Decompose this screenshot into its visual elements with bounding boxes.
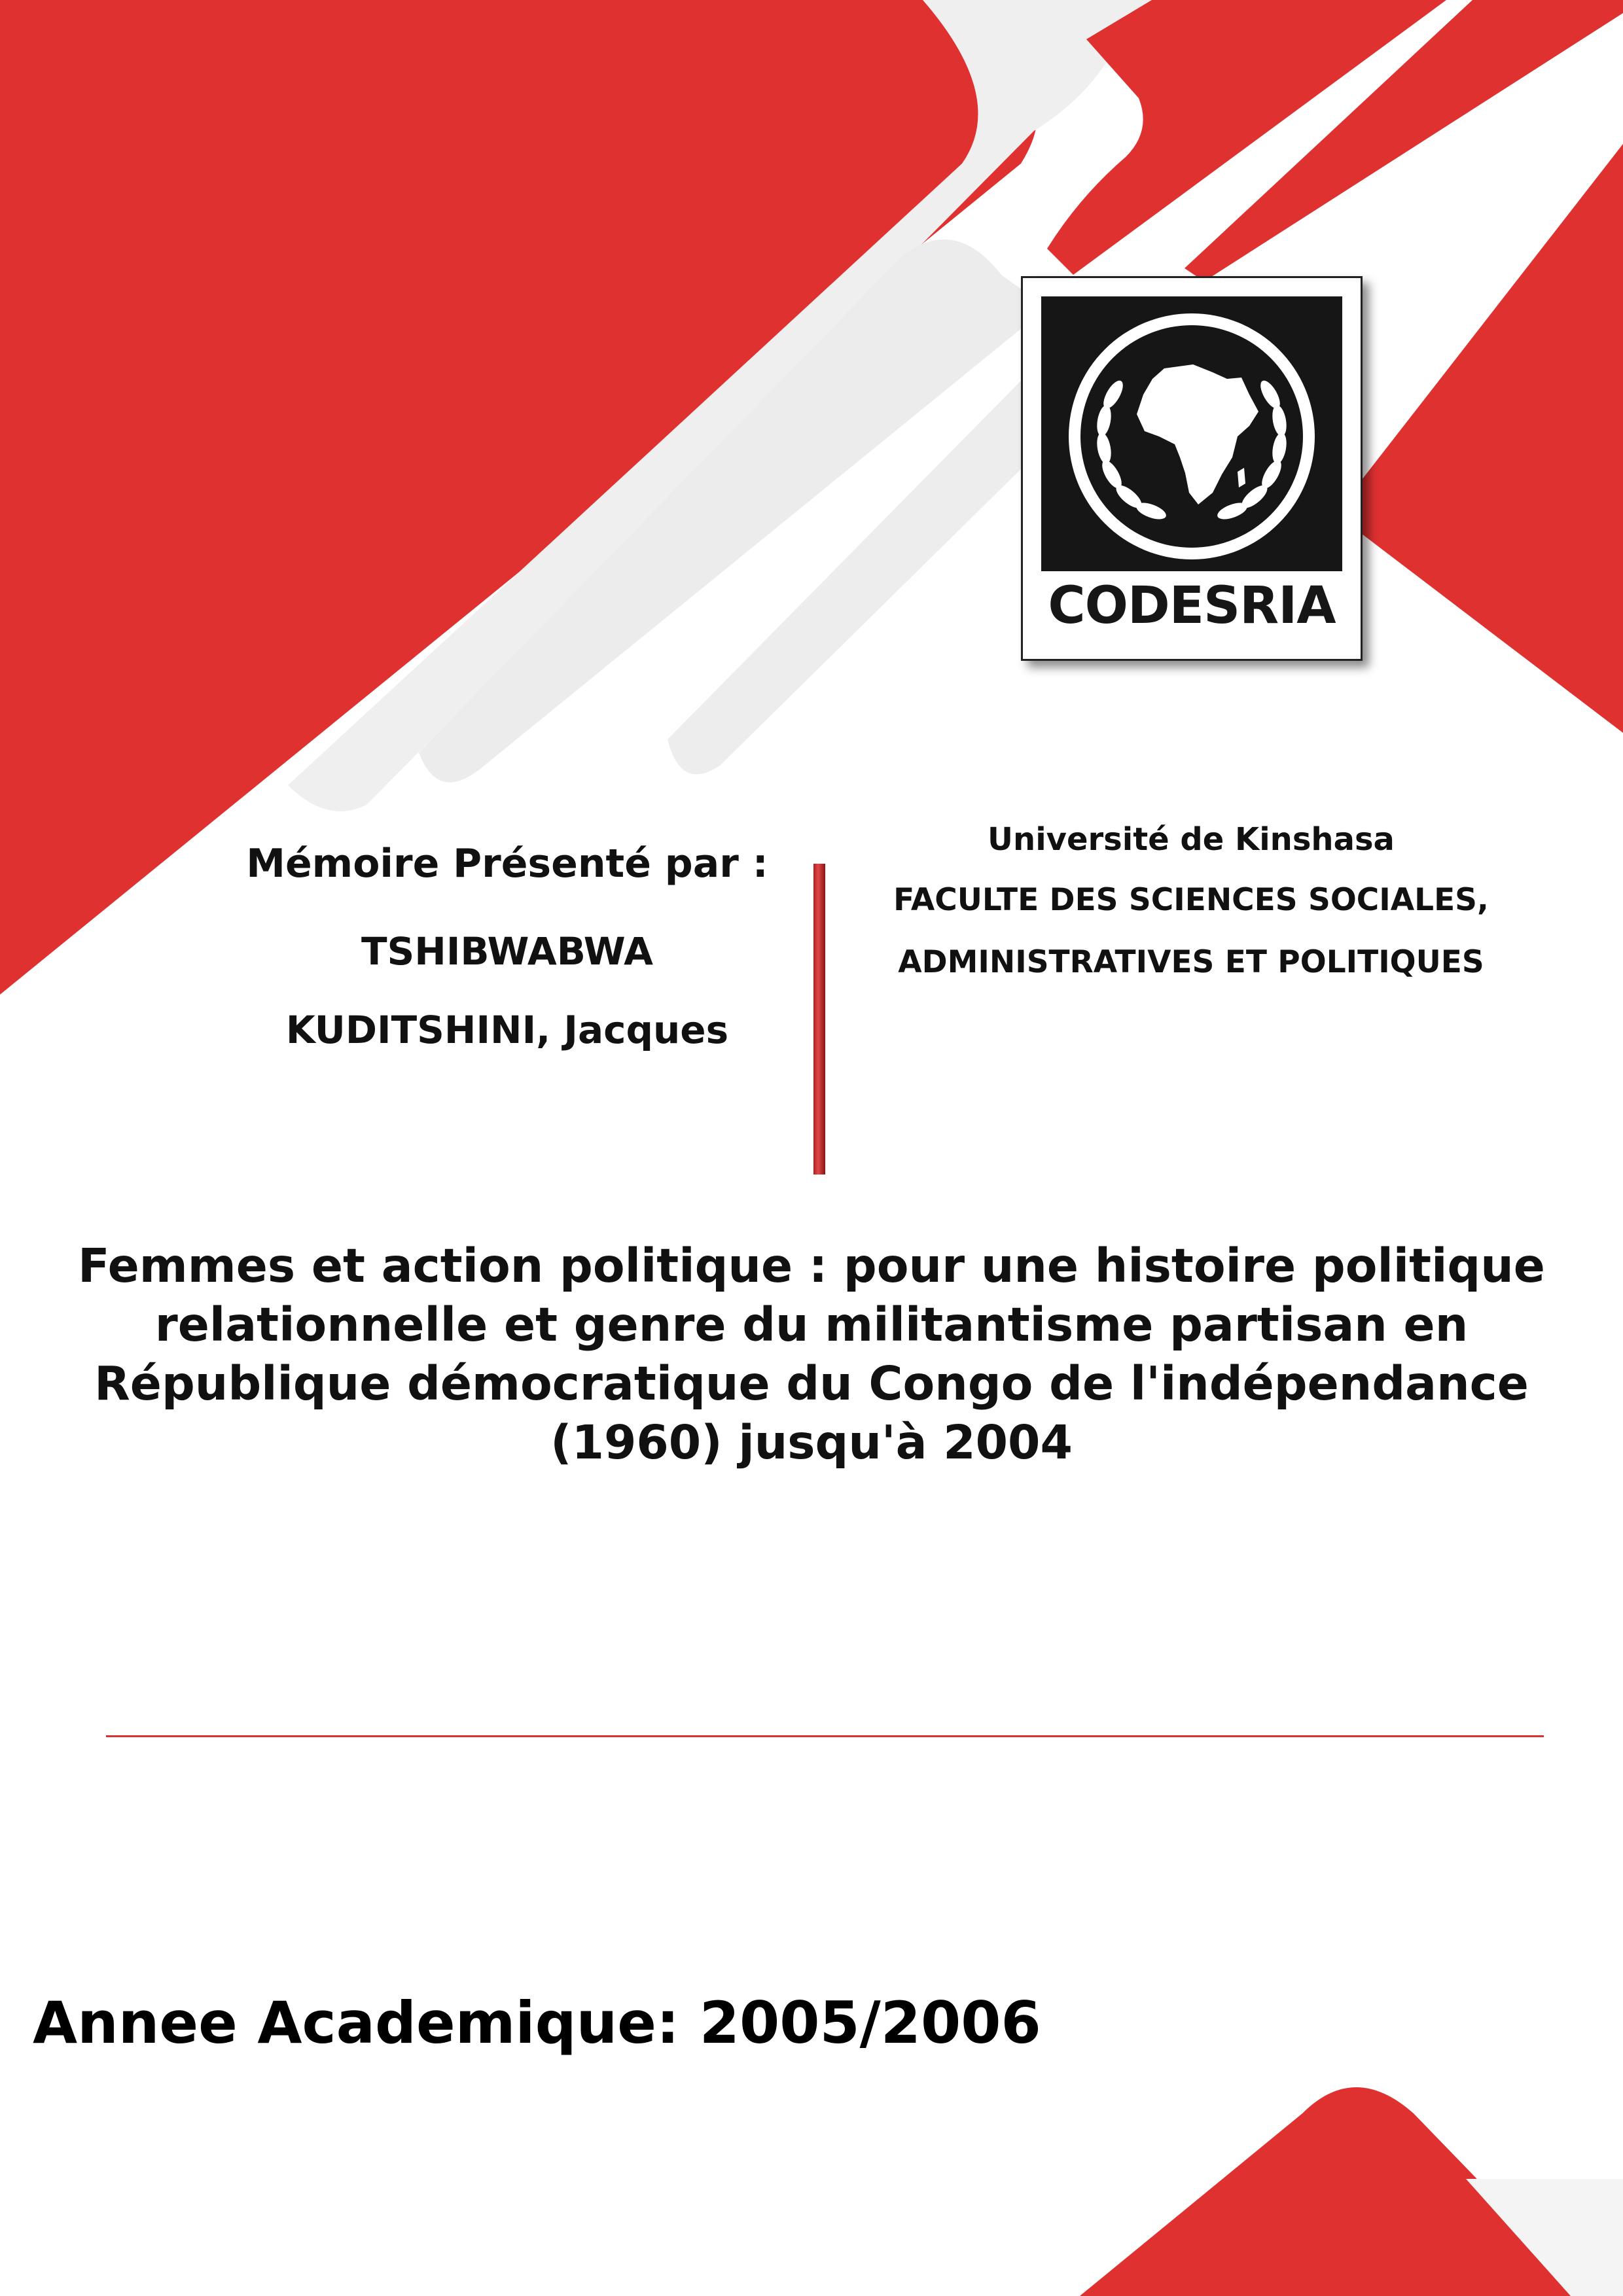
codesria-logo	[1021, 276, 1363, 661]
presenter-name-line2: KUDITSHINI, Jacques	[285, 1008, 729, 1052]
horizontal-rule	[106, 1735, 1544, 1737]
logo-wordmark: CODESRIA	[1041, 571, 1342, 641]
thesis-title	[26, 1237, 1597, 1472]
academic-year: Annee Academique: 2005/2006	[33, 1989, 1041, 2057]
presenter-label: Mémoire Présenté par :	[246, 841, 768, 887]
university-name: Université de Kinshasa	[988, 821, 1395, 858]
faculty-line1: FACULTE DES SCIENCES SOCIALES,	[893, 882, 1489, 918]
title-line4: (1960) jusqu'à 2004	[550, 1415, 1073, 1470]
faculty-line2: ADMINISTRATIVES ET POLITIQUES	[898, 944, 1484, 980]
logo-dark-panel	[1041, 296, 1342, 641]
presenter-name-line1: TSHIBWABWA	[361, 929, 654, 974]
title-line3: République démocratique du Congo de l'indépendance	[94, 1356, 1529, 1411]
title-line2: relationnelle et genre du militantisme partisan en	[154, 1298, 1469, 1352]
africa-laurel-emblem-icon	[1041, 296, 1342, 571]
title-line1: Femmes et action politique : pour une histoire politique	[78, 1239, 1545, 1293]
vertical-divider	[813, 864, 825, 1174]
